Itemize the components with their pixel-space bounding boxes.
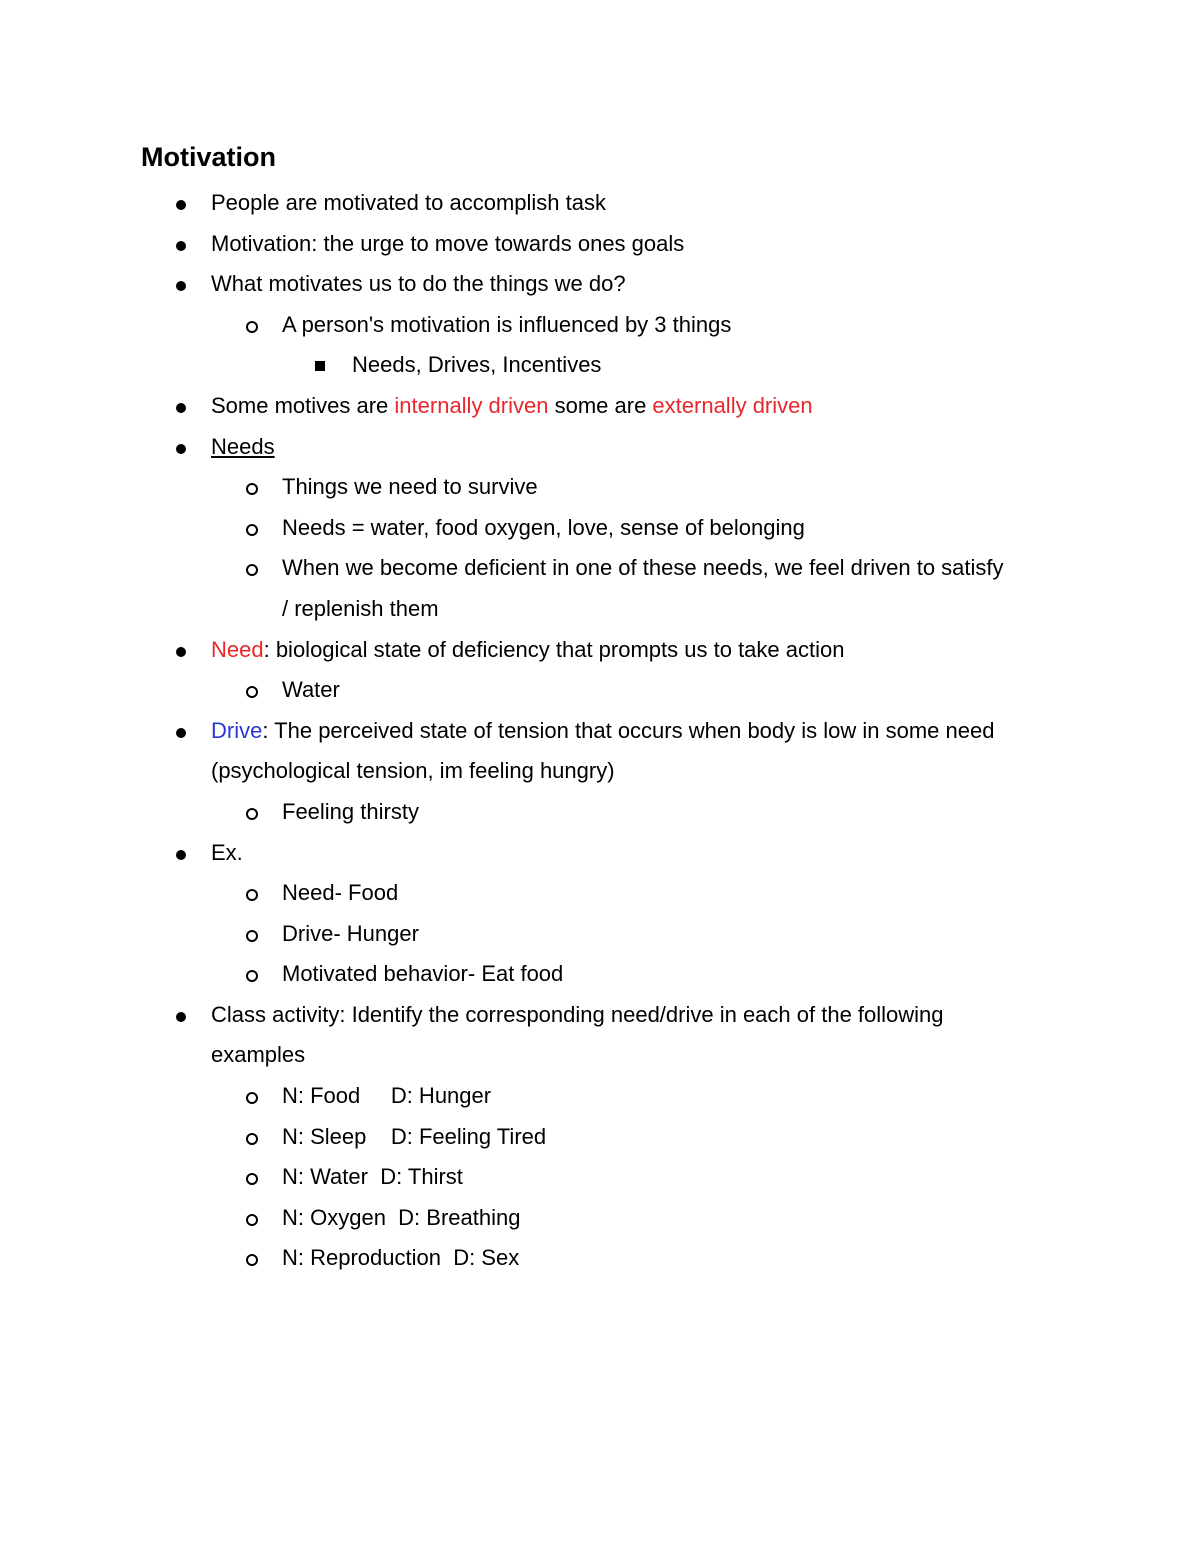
list-item: N: Oxygen D: Breathing bbox=[0, 1198, 1200, 1239]
section-heading-needs: Needs bbox=[211, 433, 275, 459]
term-need: Need bbox=[211, 636, 264, 662]
list-item: Drive- Hunger bbox=[0, 914, 1200, 955]
list-item: Things we need to survive bbox=[0, 467, 1200, 508]
list-item: Some motives are internally driven some are externally driven bbox=[0, 386, 1200, 427]
highlight-externally-driven: externally driven bbox=[652, 392, 813, 418]
list-item: Need- Food bbox=[0, 873, 1200, 914]
list-item: Drive: The perceived state of tension that occurs when body is low in some need bbox=[0, 711, 1200, 752]
page-title: Motivation bbox=[141, 142, 276, 172]
list-item: Class activity: Identify the corresponding need/drive in each of the following bbox=[0, 995, 1200, 1036]
list-item-continuation: examples bbox=[211, 1042, 306, 1068]
list-item: Feeling thirsty bbox=[0, 792, 1200, 833]
list-item: A person's motivation is influenced by 3 things bbox=[0, 305, 1200, 346]
term-drive: Drive bbox=[211, 717, 263, 743]
list-item: People are motivated to accomplish task bbox=[0, 183, 1200, 224]
list-item: N: Food D: Hunger bbox=[0, 1076, 1200, 1117]
list-item: N: Water D: Thirst bbox=[0, 1157, 1200, 1198]
list-item: Ex. bbox=[0, 833, 1200, 874]
list-item: What motivates us to do the things we do? bbox=[0, 264, 1200, 305]
list-item: When we become deficient in one of these needs, we feel driven to satisfy bbox=[0, 548, 1200, 589]
highlight-internally-driven: internally driven bbox=[394, 392, 549, 418]
notes-list bbox=[0, 183, 1200, 1279]
list-item: Motivation: the urge to move towards ones goals bbox=[0, 224, 1200, 265]
list-item: Needs = water, food oxygen, love, sense of belonging bbox=[0, 508, 1200, 549]
list-item-continuation: (psychological tension, im feeling hungry) bbox=[211, 758, 615, 784]
list-item: N: Sleep D: Feeling Tired bbox=[0, 1117, 1200, 1158]
list-item bbox=[0, 427, 1200, 468]
list-item-continuation: / replenish them bbox=[282, 595, 439, 621]
list-item: Needs, Drives, Incentives bbox=[0, 345, 1200, 386]
list-item: Need: biological state of deficiency that prompts us to take action bbox=[0, 630, 1200, 671]
list-item: Water bbox=[0, 670, 1200, 711]
list-item: N: Reproduction D: Sex bbox=[0, 1238, 1200, 1279]
list-item: Motivated behavior- Eat food bbox=[0, 954, 1200, 995]
